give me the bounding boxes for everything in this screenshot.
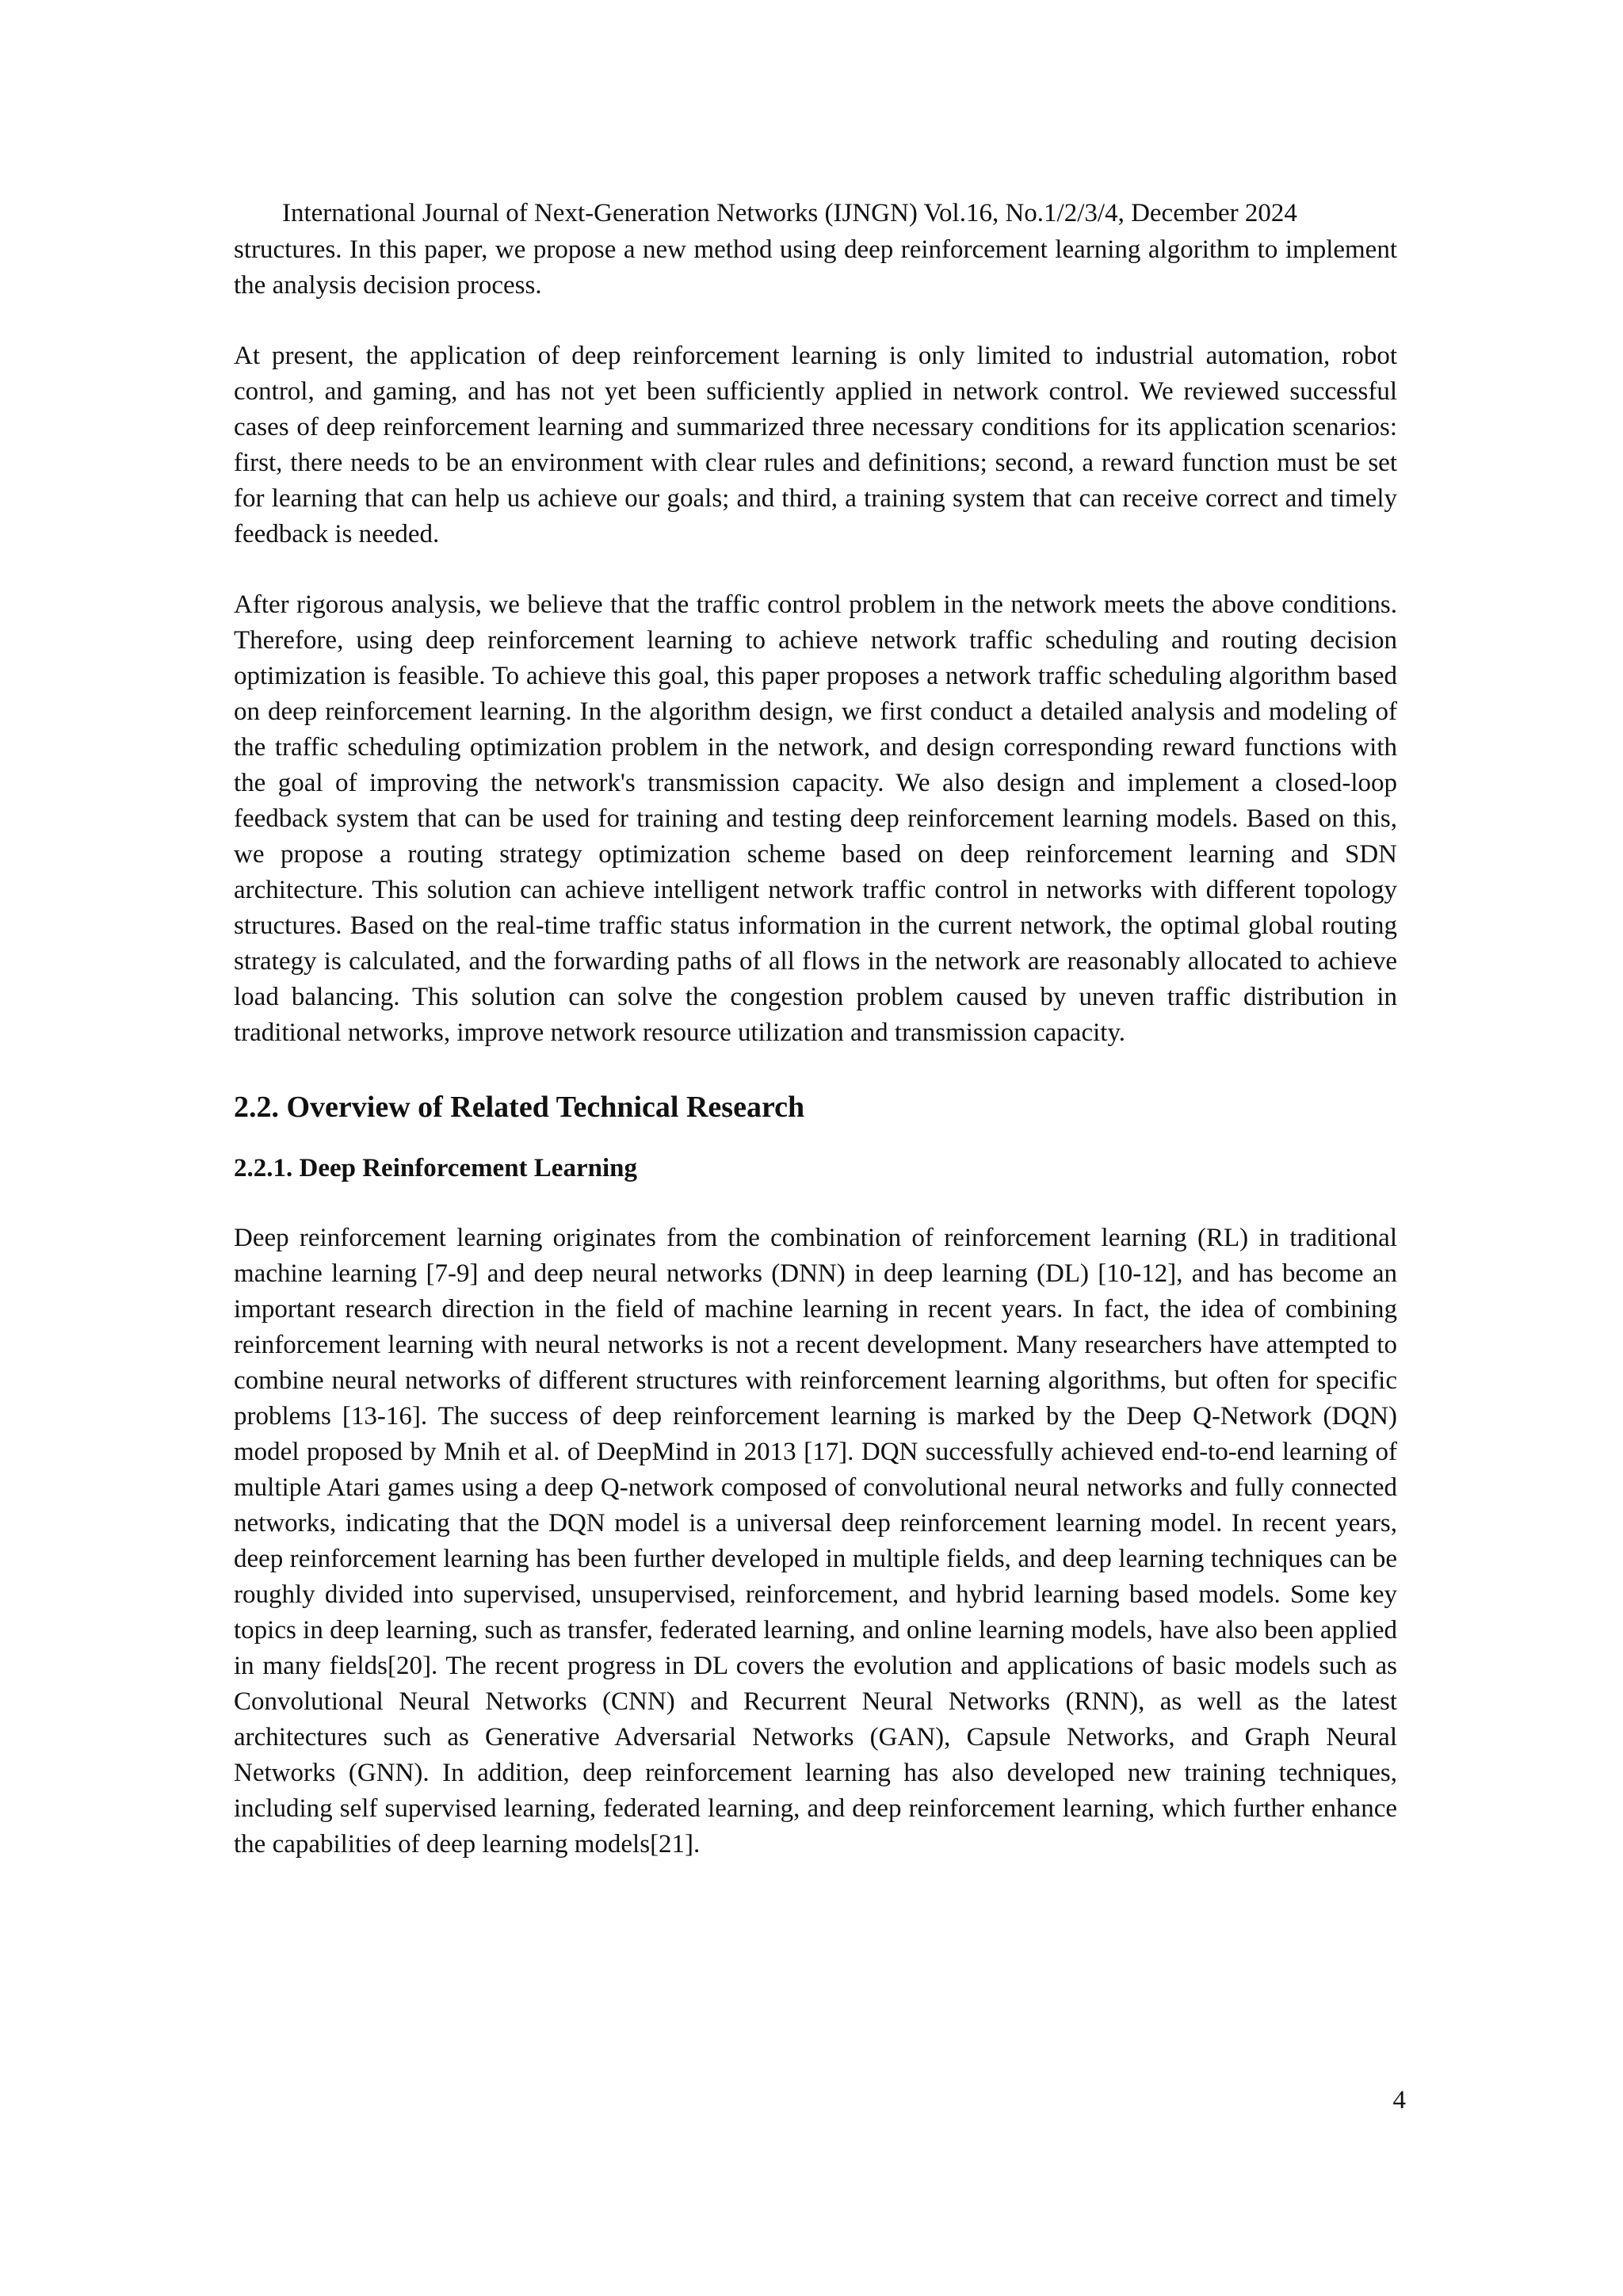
paragraph-1: structures. In this paper, we propose a new method using deep reinforcement learning algorithm to implement the analysis decision process.	[234, 235, 1397, 300]
paragraph-3: After rigorous analysis, we believe that the traffic control problem in the network meets the above conditions. Therefore, using deep reinforcement learning to achieve network traffic scheduling and routing decision optimization is feasible. To achieve this goal, this paper proposes a network traffic scheduling algorithm based on deep reinforcement learning. In the algorithm design, we first conduct a detailed analysis and modeling of the traffic scheduling optimization problem in the network, and design corresponding reward functions with the goal of improving the network's transmission capacity. We also design and implement a closed-loop feedback system that can be used for training and testing deep reinforcement learning models. Based on this, we propose a routing strategy optimization scheme based on deep reinforcement learning and SDN architecture. This solution can achieve intelligent network traffic control in networks with different topology structures. Based on the real-time traffic status information in the current network, the optimal global routing strategy is calculated, and the forwarding paths of all flows in the network are reasonably allocated to achieve load balancing. This solution can solve the congestion problem caused by uneven traffic distribution in traditional networks, improve network resource utilization and transmission capacity.	[234, 590, 1397, 1047]
running-head: International Journal of Next-Generation Networks (IJNGN) Vol.16, No.1/2/3/4, December 2024	[282, 199, 1297, 227]
paragraph-4: Deep reinforcement learning originates from the combination of reinforcement learning (RL) in traditional machine learning [7-9] and deep neural networks (DNN) in deep learning (DL) [10-12], and has become an important research direction in the field of machine learning in recent years. In fact, the idea of combining reinforcement learning with neural networks is not a recent development. Many researchers have attempted to combine neural networks of different structures with reinforcement learning algorithms, but often for specific problems [13-16]. The success of deep reinforcement learning is marked by the Deep Q-Network (DQN) model proposed by Mnih et al. of DeepMind in 2013 [17]. DQN successfully achieved end-to-end learning of multiple Atari games using a deep Q-network composed of convolutional neural networks and fully connected networks, indicating that the DQN model is a universal deep reinforcement learning model. In recent years, deep reinforcement learning has been further developed in multiple fields, and deep learning techniques can be roughly divided into supervised, unsupervised, reinforcement, and hybrid learning based models. Some key topics in deep learning, such as transfer, federated learning, and online learning models, have also been applied in many fields[20]. The recent progress in DL covers the evolution and applications of basic models such as Convolutional Neural Networks (CNN) and Recurrent Neural Networks (RNN), as well as the latest architectures such as Generative Adversarial Networks (GAN), Capsule Networks, and Graph Neural Networks (GNN). In addition, deep reinforcement learning has also developed new training techniques, including self supervised learning, federated learning, and deep reinforcement learning, which further enhance the capabilities of deep learning models[21].	[234, 1224, 1397, 1859]
subsection-heading: 2.2.1. Deep Reinforcement Learning	[234, 1154, 637, 1182]
paragraph-2: At present, the application of deep reinforcement learning is only limited to industrial automation, robot control, and gaming, and has not yet been sufficiently applied in network control. We reviewed successful cases of deep reinforcement learning and summarized three necessary conditions for its application scenarios: first, there needs to be an environment with clear rules and definitions; second, a reward function must be set for learning that can help us achieve our goals; and third, a training system that can receive correct and timely feedback is needed.	[234, 342, 1397, 548]
section-heading: 2.2. Overview of Related Technical Research	[234, 1091, 805, 1124]
page-number: 4	[1392, 2086, 1406, 2115]
main-content	[234, 232, 1397, 1862]
